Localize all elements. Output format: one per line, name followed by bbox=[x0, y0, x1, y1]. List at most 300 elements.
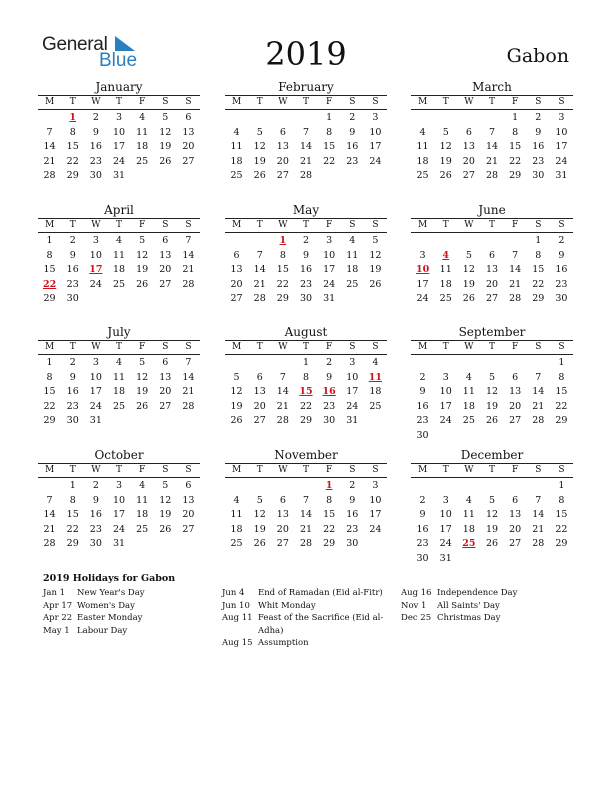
day-cell: 25 bbox=[230, 538, 243, 549]
day-cell: 24 bbox=[323, 278, 336, 290]
day-cell: 13 bbox=[276, 509, 289, 520]
weekday-label: M bbox=[417, 342, 428, 352]
weekday-label: W bbox=[278, 97, 288, 107]
day-cell: 7 bbox=[185, 235, 192, 246]
day-cell: 7 bbox=[302, 494, 310, 506]
day-cell: 5 bbox=[162, 480, 169, 491]
day-cell: 18 bbox=[230, 155, 243, 167]
month-name: October bbox=[94, 448, 144, 462]
day-cell: 29 bbox=[509, 170, 522, 181]
holiday-date: Aug 11 bbox=[222, 613, 253, 623]
day-cell: 12 bbox=[159, 126, 172, 138]
weekday-label: F bbox=[326, 465, 333, 475]
holiday-entry bbox=[401, 612, 571, 625]
day-cell: 12 bbox=[439, 141, 452, 152]
day-cell: 17 bbox=[369, 509, 382, 520]
day-cell: 27 bbox=[159, 278, 172, 290]
day-cell: 3 bbox=[442, 494, 449, 506]
day-cell: 31 bbox=[555, 170, 568, 181]
day-cell: 29 bbox=[66, 170, 79, 181]
month-october bbox=[38, 448, 200, 552]
holiday-name: Independence Day bbox=[437, 588, 518, 598]
day-cell: 14 bbox=[43, 141, 56, 152]
day-cell: 3 bbox=[442, 371, 449, 383]
empty-cell bbox=[434, 111, 457, 126]
empty-cell bbox=[271, 111, 294, 126]
day-cell: 27 bbox=[509, 538, 522, 549]
day-cell: 16 bbox=[532, 141, 545, 152]
weekday-label: T bbox=[302, 220, 309, 230]
empty-cell bbox=[411, 234, 434, 249]
day-cell: 2 bbox=[535, 112, 542, 123]
day-cell: 20 bbox=[462, 155, 475, 167]
day-cell: 12 bbox=[159, 494, 172, 506]
day-cell: 27 bbox=[462, 170, 475, 181]
holiday-column bbox=[43, 587, 213, 637]
day-cell: 12 bbox=[485, 509, 499, 520]
weekday-header bbox=[411, 340, 573, 355]
day-cell: 26 bbox=[253, 170, 266, 181]
day-cell: 3 bbox=[326, 235, 333, 246]
weekday-label: M bbox=[231, 465, 242, 475]
day-cell: 13 bbox=[159, 249, 172, 261]
day-cell: 6 bbox=[279, 126, 286, 138]
holiday-day-cell: 1 bbox=[279, 235, 287, 246]
day-cell: 5 bbox=[139, 235, 146, 246]
day-cell: 12 bbox=[253, 509, 266, 520]
weekday-label: T bbox=[302, 97, 309, 107]
day-cell: 26 bbox=[462, 293, 475, 304]
day-cell: 9 bbox=[69, 249, 76, 261]
holiday-name: All Saints' Day bbox=[437, 600, 500, 611]
month-name: November bbox=[274, 448, 338, 462]
day-cell: 2 bbox=[349, 112, 356, 123]
day-cell: 23 bbox=[346, 155, 359, 167]
day-cell: 19 bbox=[485, 523, 499, 535]
weekday-header bbox=[411, 463, 573, 478]
weekday-header bbox=[411, 218, 573, 233]
day-cell: 28 bbox=[532, 415, 545, 426]
day-cell: 9 bbox=[419, 386, 426, 397]
day-grid bbox=[411, 234, 573, 307]
day-cell: 14 bbox=[509, 264, 522, 275]
day-cell: 13 bbox=[509, 509, 522, 520]
day-cell: 28 bbox=[182, 278, 195, 290]
day-cell: 14 bbox=[43, 509, 56, 520]
day-cell: 30 bbox=[299, 293, 313, 304]
day-cell: 1 bbox=[69, 480, 76, 491]
day-cell: 9 bbox=[558, 249, 565, 261]
weekday-label: M bbox=[417, 220, 428, 230]
holiday-entry bbox=[222, 587, 392, 600]
weekday-label: S bbox=[372, 97, 379, 107]
day-cell: 4 bbox=[139, 480, 146, 491]
day-cell: 30 bbox=[416, 552, 429, 564]
day-cell: 23 bbox=[299, 278, 313, 290]
day-cell: 18 bbox=[112, 386, 126, 397]
day-cell: 28 bbox=[532, 538, 545, 549]
empty-cell bbox=[527, 356, 550, 371]
day-cell: 17 bbox=[369, 141, 382, 152]
day-cell: 1 bbox=[512, 112, 519, 123]
day-cell: 25 bbox=[230, 170, 243, 181]
holiday-date: Aug 15 bbox=[222, 638, 253, 648]
day-cell: 18 bbox=[369, 386, 382, 397]
day-cell: 3 bbox=[349, 357, 356, 368]
holiday-name: Women's Day bbox=[77, 600, 135, 611]
day-cell: 7 bbox=[535, 371, 542, 383]
day-cell: 7 bbox=[46, 494, 53, 506]
empty-cell bbox=[294, 479, 317, 494]
weekday-label: F bbox=[512, 342, 519, 352]
weekday-label: M bbox=[44, 465, 55, 475]
day-grid bbox=[225, 479, 387, 552]
day-cell: 19 bbox=[439, 155, 452, 167]
empty-cell bbox=[38, 479, 61, 494]
holiday-date: Apr 22 bbox=[43, 613, 73, 623]
day-cell: 28 bbox=[182, 400, 195, 412]
day-cell: 5 bbox=[256, 494, 263, 506]
weekday-label: F bbox=[326, 220, 333, 230]
empty-cell bbox=[480, 111, 503, 126]
weekday-label: S bbox=[558, 220, 565, 230]
day-cell: 7 bbox=[185, 357, 192, 368]
day-cell: 15 bbox=[555, 386, 568, 397]
month-february bbox=[225, 80, 387, 184]
holiday-name: End of Ramadan (Eid al-Fitr) bbox=[258, 588, 383, 598]
day-cell: 26 bbox=[369, 278, 382, 290]
holiday-day-cell: 22 bbox=[42, 278, 57, 290]
day-cell: 27 bbox=[182, 155, 195, 167]
day-cell: 4 bbox=[349, 235, 356, 246]
day-cell: 17 bbox=[112, 141, 126, 152]
day-cell: 11 bbox=[462, 386, 475, 397]
day-cell: 19 bbox=[230, 400, 243, 412]
day-cell: 2 bbox=[419, 494, 426, 506]
holiday-day-cell: 10 bbox=[415, 264, 430, 275]
day-cell: 8 bbox=[279, 249, 286, 261]
day-cell: 8 bbox=[46, 249, 53, 261]
day-cell: 17 bbox=[346, 386, 359, 397]
logo-general-text: General bbox=[42, 34, 108, 55]
weekday-label: S bbox=[372, 465, 379, 475]
holiday-day-cell: 1 bbox=[69, 112, 77, 123]
day-cell: 29 bbox=[43, 293, 56, 304]
day-cell: 30 bbox=[89, 170, 102, 181]
day-cell: 8 bbox=[326, 494, 333, 506]
holiday-day-cell: 16 bbox=[322, 386, 336, 397]
weekday-header bbox=[225, 463, 387, 478]
weekday-label: S bbox=[372, 220, 379, 230]
day-cell: 11 bbox=[439, 264, 452, 275]
day-cell: 31 bbox=[112, 170, 126, 181]
day-cell: 15 bbox=[276, 264, 289, 275]
weekday-header bbox=[38, 340, 200, 355]
month-april bbox=[38, 203, 200, 307]
day-grid bbox=[225, 356, 387, 429]
day-cell: 20 bbox=[253, 400, 266, 412]
day-cell: 8 bbox=[326, 126, 333, 138]
weekday-label: T bbox=[488, 342, 495, 352]
day-cell: 8 bbox=[302, 371, 310, 383]
day-cell: 15 bbox=[509, 141, 522, 152]
day-cell: 3 bbox=[115, 480, 123, 491]
day-cell: 10 bbox=[439, 386, 452, 397]
day-cell: 6 bbox=[256, 371, 263, 383]
weekday-label: S bbox=[162, 342, 169, 352]
day-cell: 13 bbox=[276, 141, 289, 152]
day-cell: 5 bbox=[488, 494, 496, 506]
day-cell: 27 bbox=[276, 538, 289, 549]
weekday-label: T bbox=[115, 97, 122, 107]
day-cell: 24 bbox=[416, 293, 429, 304]
day-cell: 14 bbox=[532, 509, 545, 520]
day-cell: 13 bbox=[230, 264, 243, 275]
holiday-date: May 1 bbox=[43, 625, 70, 636]
weekday-header bbox=[225, 95, 387, 110]
weekday-label: W bbox=[278, 342, 288, 352]
day-cell: 20 bbox=[159, 264, 172, 275]
day-cell: 14 bbox=[253, 264, 266, 275]
day-cell: 22 bbox=[299, 400, 313, 412]
weekday-label: W bbox=[278, 220, 288, 230]
day-cell: 10 bbox=[323, 249, 336, 261]
holiday-day-cell: 17 bbox=[89, 264, 103, 275]
empty-cell bbox=[480, 234, 503, 249]
day-cell: 24 bbox=[555, 155, 568, 167]
day-cell: 17 bbox=[439, 523, 452, 535]
weekday-label: W bbox=[464, 465, 474, 475]
day-cell: 4 bbox=[233, 494, 240, 506]
day-cell: 12 bbox=[230, 386, 243, 397]
weekday-label: M bbox=[44, 220, 55, 230]
day-cell: 30 bbox=[346, 538, 359, 549]
day-cell: 30 bbox=[532, 170, 545, 181]
holiday-date bbox=[222, 625, 258, 638]
day-cell: 20 bbox=[182, 509, 195, 520]
day-cell: 22 bbox=[43, 400, 56, 412]
weekday-label: T bbox=[442, 342, 449, 352]
month-name: December bbox=[460, 448, 524, 462]
weekday-label: S bbox=[162, 220, 169, 230]
month-june bbox=[411, 203, 573, 307]
holiday-name: Whit Monday bbox=[258, 600, 316, 611]
day-cell: 30 bbox=[323, 415, 336, 426]
day-cell: 18 bbox=[346, 264, 359, 275]
weekday-label: F bbox=[139, 465, 146, 475]
day-cell: 10 bbox=[89, 249, 102, 261]
day-cell: 11 bbox=[112, 371, 126, 383]
holiday-entry bbox=[401, 600, 571, 613]
weekday-label: W bbox=[91, 465, 101, 475]
day-cell: 11 bbox=[230, 509, 243, 520]
holiday-entry bbox=[222, 612, 392, 625]
day-cell: 12 bbox=[253, 141, 266, 152]
day-cell: 8 bbox=[512, 126, 519, 138]
day-cell: 7 bbox=[279, 371, 286, 383]
month-name: March bbox=[472, 80, 512, 94]
day-cell: 6 bbox=[185, 480, 192, 491]
empty-cell bbox=[504, 479, 527, 494]
day-cell: 1 bbox=[558, 480, 565, 491]
day-cell: 26 bbox=[485, 415, 499, 426]
day-cell: 13 bbox=[182, 126, 195, 138]
day-cell: 11 bbox=[136, 126, 149, 138]
day-cell: 20 bbox=[159, 386, 172, 397]
day-cell: 22 bbox=[323, 523, 336, 535]
day-cell: 6 bbox=[162, 357, 169, 368]
day-cell: 25 bbox=[136, 523, 149, 535]
day-cell: 10 bbox=[369, 126, 382, 138]
weekday-label: T bbox=[302, 465, 309, 475]
day-grid bbox=[38, 356, 200, 429]
weekday-label: S bbox=[185, 220, 192, 230]
day-cell: 24 bbox=[89, 278, 102, 290]
weekday-label: T bbox=[256, 465, 263, 475]
weekday-label: W bbox=[91, 97, 101, 107]
day-cell: 4 bbox=[139, 112, 146, 123]
day-cell: 10 bbox=[112, 126, 126, 138]
day-cell: 2 bbox=[419, 371, 426, 383]
holiday-column bbox=[401, 587, 571, 625]
day-cell: 4 bbox=[115, 357, 123, 368]
month-name: June bbox=[478, 203, 506, 217]
day-cell: 2 bbox=[558, 235, 565, 246]
weekday-label: S bbox=[535, 465, 542, 475]
logo-blue-text: Blue bbox=[99, 50, 138, 71]
holiday-entry bbox=[43, 625, 213, 638]
day-cell: 28 bbox=[299, 170, 313, 181]
empty-cell bbox=[294, 111, 317, 126]
weekday-header bbox=[225, 340, 387, 355]
day-cell: 9 bbox=[419, 509, 426, 520]
day-cell: 21 bbox=[182, 386, 195, 397]
weekday-label: S bbox=[558, 97, 565, 107]
day-cell: 31 bbox=[323, 293, 336, 304]
empty-cell bbox=[248, 111, 271, 126]
holiday-entry bbox=[222, 600, 392, 613]
holiday-entry bbox=[43, 587, 213, 600]
day-cell: 14 bbox=[532, 386, 545, 397]
weekday-label: M bbox=[44, 97, 55, 107]
day-cell: 18 bbox=[112, 264, 126, 275]
weekday-label: T bbox=[69, 220, 76, 230]
empty-cell bbox=[480, 356, 503, 371]
day-cell: 16 bbox=[89, 141, 102, 152]
day-cell: 9 bbox=[349, 126, 356, 138]
day-cell: 23 bbox=[555, 278, 568, 290]
day-cell: 28 bbox=[43, 170, 56, 181]
day-cell: 14 bbox=[182, 249, 195, 261]
weekday-label: S bbox=[349, 342, 356, 352]
month-september bbox=[411, 325, 573, 443]
day-cell: 31 bbox=[89, 415, 102, 426]
day-cell: 2 bbox=[326, 357, 333, 368]
weekday-label: M bbox=[417, 97, 428, 107]
day-cell: 24 bbox=[112, 155, 126, 167]
month-name: July bbox=[107, 325, 131, 339]
empty-cell bbox=[225, 111, 248, 126]
month-march bbox=[411, 80, 573, 184]
weekday-label: F bbox=[512, 465, 519, 475]
day-cell: 22 bbox=[276, 278, 289, 290]
day-cell: 8 bbox=[69, 126, 76, 138]
day-cell: 12 bbox=[369, 249, 382, 261]
day-cell: 16 bbox=[346, 509, 359, 520]
day-cell: 2 bbox=[92, 480, 99, 491]
day-grid bbox=[225, 234, 387, 307]
weekday-label: T bbox=[488, 220, 495, 230]
day-cell: 26 bbox=[485, 538, 499, 549]
day-cell: 17 bbox=[89, 386, 102, 397]
day-cell: 28 bbox=[485, 170, 499, 181]
day-cell: 14 bbox=[276, 386, 289, 397]
day-cell: 14 bbox=[182, 371, 195, 383]
day-cell: 16 bbox=[416, 523, 429, 535]
day-cell: 22 bbox=[509, 155, 522, 167]
day-cell: 18 bbox=[230, 523, 243, 535]
day-cell: 4 bbox=[372, 357, 379, 368]
weekday-label: T bbox=[69, 97, 76, 107]
day-cell: 7 bbox=[512, 249, 519, 261]
day-cell: 4 bbox=[465, 494, 472, 506]
day-cell: 14 bbox=[299, 141, 313, 152]
day-cell: 24 bbox=[89, 400, 102, 412]
day-grid bbox=[38, 479, 200, 552]
day-cell: 21 bbox=[299, 155, 313, 167]
empty-cell bbox=[434, 356, 457, 371]
day-cell: 21 bbox=[485, 155, 499, 167]
day-cell: 22 bbox=[66, 155, 79, 167]
day-cell: 15 bbox=[43, 386, 56, 397]
month-name: May bbox=[292, 203, 320, 217]
day-cell: 25 bbox=[439, 293, 452, 304]
day-cell: 4 bbox=[419, 126, 426, 138]
weekday-label: F bbox=[139, 220, 146, 230]
day-cell: 18 bbox=[136, 141, 149, 152]
day-cell: 9 bbox=[92, 126, 99, 138]
holiday-column bbox=[222, 587, 392, 650]
weekday-label: T bbox=[69, 342, 76, 352]
day-cell: 5 bbox=[372, 235, 379, 246]
day-cell: 14 bbox=[299, 509, 313, 520]
empty-cell bbox=[38, 111, 61, 126]
day-cell: 20 bbox=[485, 278, 499, 290]
day-cell: 26 bbox=[439, 170, 452, 181]
day-cell: 26 bbox=[136, 400, 149, 412]
day-cell: 23 bbox=[66, 400, 79, 412]
day-cell: 20 bbox=[276, 155, 289, 167]
holiday-entry bbox=[401, 587, 571, 600]
day-cell: 30 bbox=[416, 429, 429, 441]
holiday-name: Feast of the Sacrifice (Eid al- bbox=[258, 613, 384, 623]
weekday-header bbox=[411, 95, 573, 110]
weekday-label: T bbox=[488, 465, 495, 475]
month-name: April bbox=[104, 203, 134, 217]
empty-cell bbox=[225, 479, 248, 494]
empty-cell bbox=[504, 234, 527, 249]
day-cell: 7 bbox=[46, 126, 53, 138]
weekday-header bbox=[38, 218, 200, 233]
day-cell: 17 bbox=[112, 509, 126, 520]
day-cell: 29 bbox=[555, 538, 568, 549]
day-cell: 21 bbox=[43, 523, 56, 535]
day-cell: 14 bbox=[485, 141, 499, 152]
day-cell: 11 bbox=[416, 141, 429, 152]
day-cell: 26 bbox=[159, 155, 172, 167]
day-cell: 9 bbox=[69, 371, 76, 383]
day-cell: 25 bbox=[112, 400, 126, 412]
